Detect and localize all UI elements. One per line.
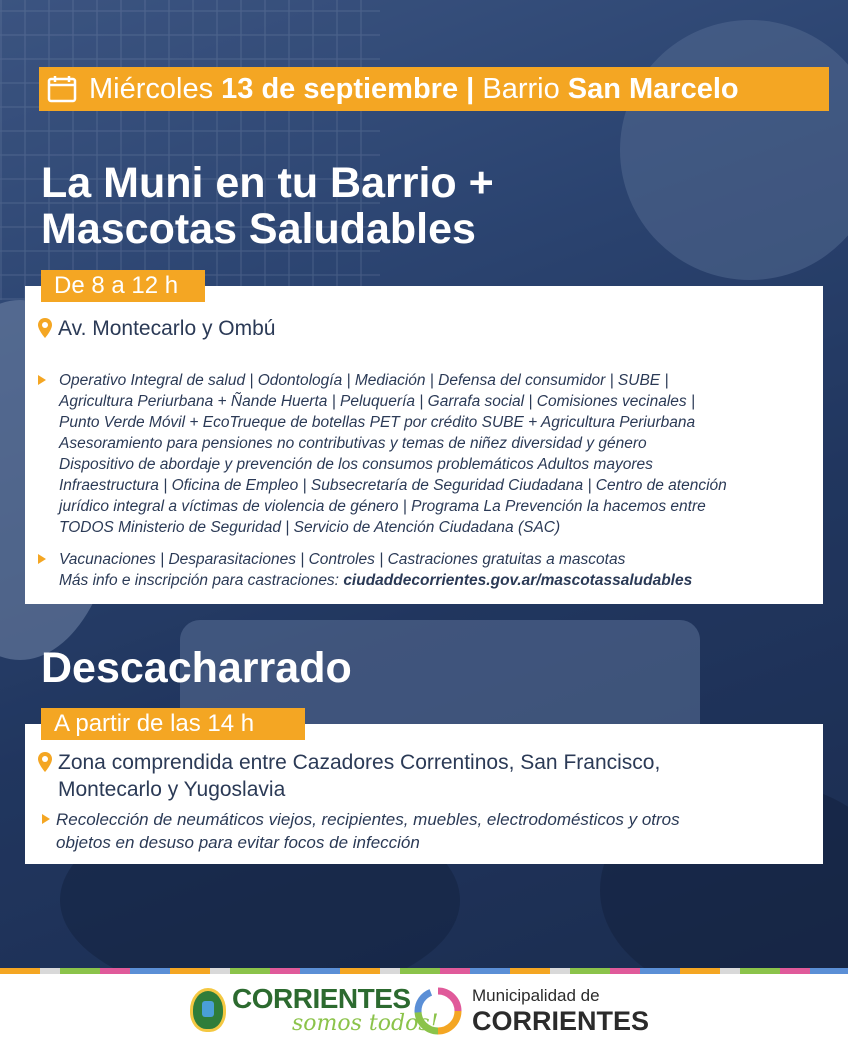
location-pin-icon: [38, 318, 52, 338]
section1-location-text: Av. Montecarlo y Ombú: [58, 317, 276, 340]
bullet1-line: Asesoramiento para pensiones no contributivas y temas de niñez diversidad y género: [59, 435, 647, 452]
section2-bullet-line1: Recolección de neumáticos viejos, recipientes, muebles, electrodomésticos y otros: [56, 810, 680, 829]
event-date-bar: [39, 67, 829, 111]
location-line2: Montecarlo y Yugoslavia: [58, 778, 286, 801]
bullet1-line: Operativo Integral de salud | Odontología | Mediación | Defensa del consumidor | SUBE |: [59, 372, 669, 389]
section2-hours-tag: A partir de las 14 h: [41, 708, 305, 740]
section2-bullet-line2: objetos en desuso para evitar focos de infección: [56, 833, 420, 852]
footer-stripe: [0, 968, 848, 974]
section1-bullet1: [38, 370, 818, 538]
mascotas-link[interactable]: ciudaddecorrientes.gov.ar/mascotassaludables: [343, 572, 693, 589]
bullet2-prefix: Más info e inscripción para castraciones:: [59, 572, 339, 589]
section2-location-text: [58, 749, 660, 803]
bullet1-line: jurídico integral a víctimas de violencia de género | Programa La Prevención la hacemos entre: [59, 498, 706, 515]
section1-bullet1-text: [59, 370, 727, 538]
bullet1-line: Agricultura Periurbana + Ñande Huerta | Peluquería | Garrafa social | Comisiones vecinales |: [59, 393, 695, 410]
municipality-logo-line1: Municipalidad de: [472, 986, 600, 1005]
event-date: 13 de septiembre: [221, 72, 459, 105]
municipality-logo: [412, 985, 649, 1037]
event-weekday: Miércoles: [89, 72, 214, 105]
event-separator: |: [466, 72, 475, 105]
section1-bullet2: [38, 549, 818, 591]
bullet-arrow-icon: [38, 375, 46, 385]
bullet2-line1: Vacunaciones | Desparasitaciones | Controles | Castraciones gratuitas a mascotas: [59, 551, 626, 568]
bullet1-line: Punto Verde Móvil + EcoTrueque de botellas PET por crédito SUBE + Agricultura Periurbana: [59, 414, 696, 431]
calendar-icon: [47, 75, 77, 103]
section2-bullet-text: [56, 808, 680, 854]
section1-hours-tag: De 8 a 12 h: [41, 270, 205, 302]
section2-bullet: [42, 808, 822, 854]
main-title-line1: La Muni en tu Barrio +: [41, 159, 494, 207]
bullet-arrow-icon: [38, 554, 46, 564]
event-barrio-prefix: Barrio: [482, 72, 560, 105]
location-line1: Zona comprendida entre Cazadores Correntinos, San Francisco,: [58, 751, 661, 774]
event-barrio-name: San Marcelo: [567, 72, 739, 105]
bullet1-line: TODOS Ministerio de Seguridad | Servicio de Atención Ciudadana (SAC): [59, 519, 561, 536]
section1-location: [38, 315, 275, 342]
section2-location: [38, 749, 818, 803]
province-seal-icon: [190, 988, 226, 1032]
bullet1-line: Dispositivo de abordaje y prevención de los consumos problemáticos Adultos mayores: [59, 456, 653, 473]
corrientes-province-logo: [190, 985, 438, 1035]
bullet2-line2: [59, 570, 692, 591]
municipality-logo-words: [472, 986, 649, 1036]
main-title: [41, 160, 494, 252]
section2-title: Descacharrado: [41, 644, 352, 692]
section1-bullet2-text: [59, 549, 692, 591]
province-logo-words: [232, 985, 438, 1035]
main-title-line2: Mascotas Saludables: [41, 205, 476, 253]
province-logo-word1: CORRIENTES: [232, 983, 411, 1014]
municipality-ring-icon: [412, 985, 464, 1037]
location-pin-icon: [38, 752, 52, 772]
bullet-arrow-icon: [42, 814, 50, 824]
province-logo-word2: somos todos!: [292, 1011, 439, 1036]
bullet1-line: Infraestructura | Oficina de Empleo | Subsecretaría de Seguridad Ciudadana | Centro de atención: [59, 477, 727, 494]
municipality-logo-line2: CORRIENTES: [472, 1006, 650, 1036]
